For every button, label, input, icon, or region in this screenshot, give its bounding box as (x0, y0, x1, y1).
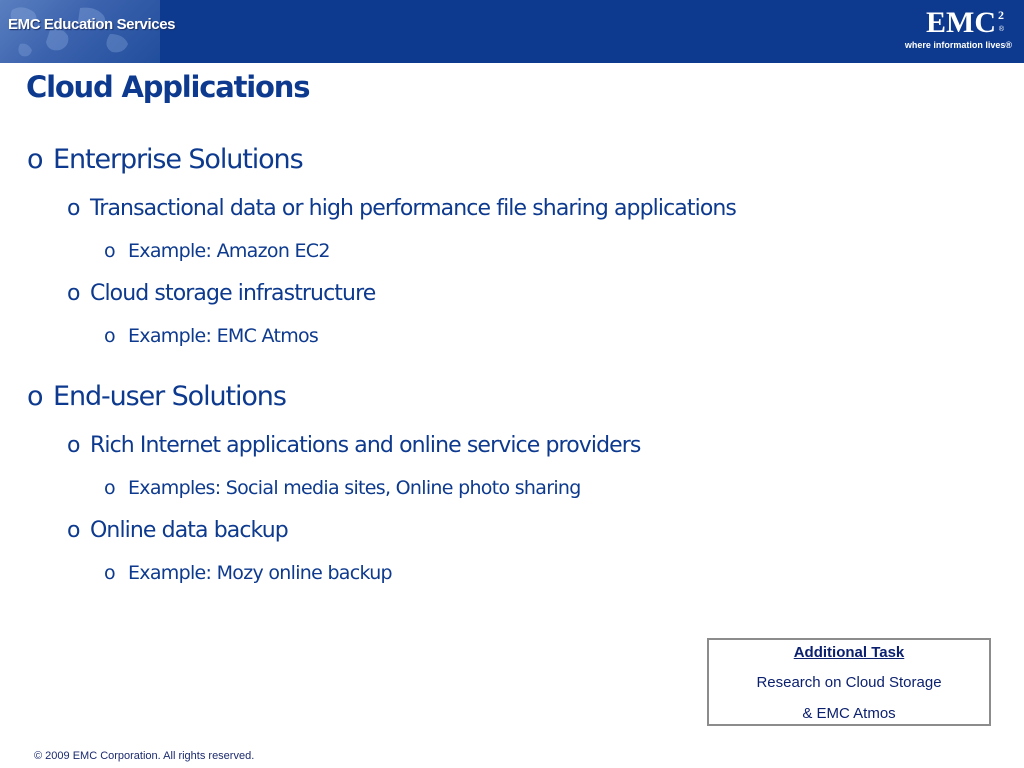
bullet-marker: o (27, 144, 43, 175)
additional-task-box (707, 638, 991, 726)
bullet-item (104, 325, 318, 347)
bullet-text: Transactional data or high performance file sharing applications (90, 196, 736, 221)
emc-registered-mark: ® (998, 26, 1004, 33)
bullet-item (67, 281, 375, 306)
bullet-text: Examples: Social media sites, Online photo sharing (128, 477, 581, 499)
bullet-marker: o (27, 381, 43, 412)
bullet-marker: o (104, 562, 115, 584)
bullet-item (67, 196, 736, 221)
bullet-item (67, 433, 641, 458)
bullet-item (27, 381, 286, 412)
bullet-item (67, 518, 288, 543)
bullet-text: End-user Solutions (53, 381, 286, 412)
additional-task-line: & EMC Atmos (802, 705, 896, 722)
emc-brand-superscript: 2 (998, 8, 1004, 22)
bullet-marker: o (67, 196, 80, 221)
emc-tagline: where information lives® (904, 40, 1012, 50)
emc-brand-text: EMC (926, 6, 996, 39)
bullet-text: Rich Internet applications and online service providers (90, 433, 641, 458)
bullet-text: Online data backup (90, 518, 288, 543)
bullet-item (104, 477, 581, 499)
bullet-marker: o (104, 477, 115, 499)
bullet-text: Cloud storage infrastructure (90, 281, 376, 306)
edu-logo-text: EMC Education Services (8, 16, 176, 33)
bullet-item (104, 240, 330, 262)
footer-copyright: © 2009 EMC Corporation. All rights reserved. (34, 750, 255, 762)
bullet-marker: o (104, 240, 115, 262)
bullet-marker: o (67, 433, 80, 458)
bullet-marker: o (67, 518, 80, 543)
header-bar (0, 0, 1024, 63)
emc-logo (894, 6, 1014, 56)
bullet-text: Example: Amazon EC2 (128, 240, 330, 262)
bullet-text: Example: Mozy online backup (128, 562, 392, 584)
emc-education-logo (0, 0, 176, 63)
bullet-marker: o (67, 281, 80, 306)
additional-task-title: Additional Task (793, 644, 905, 661)
bullet-text: Enterprise Solutions (53, 144, 303, 175)
slide-title: Cloud Applications (26, 70, 310, 104)
bullet-marker: o (104, 325, 115, 347)
bullet-text: Example: EMC Atmos (128, 325, 319, 347)
bullet-item (104, 562, 392, 584)
additional-task-line: Research on Cloud Storage (756, 674, 942, 691)
bullet-item (27, 144, 303, 175)
